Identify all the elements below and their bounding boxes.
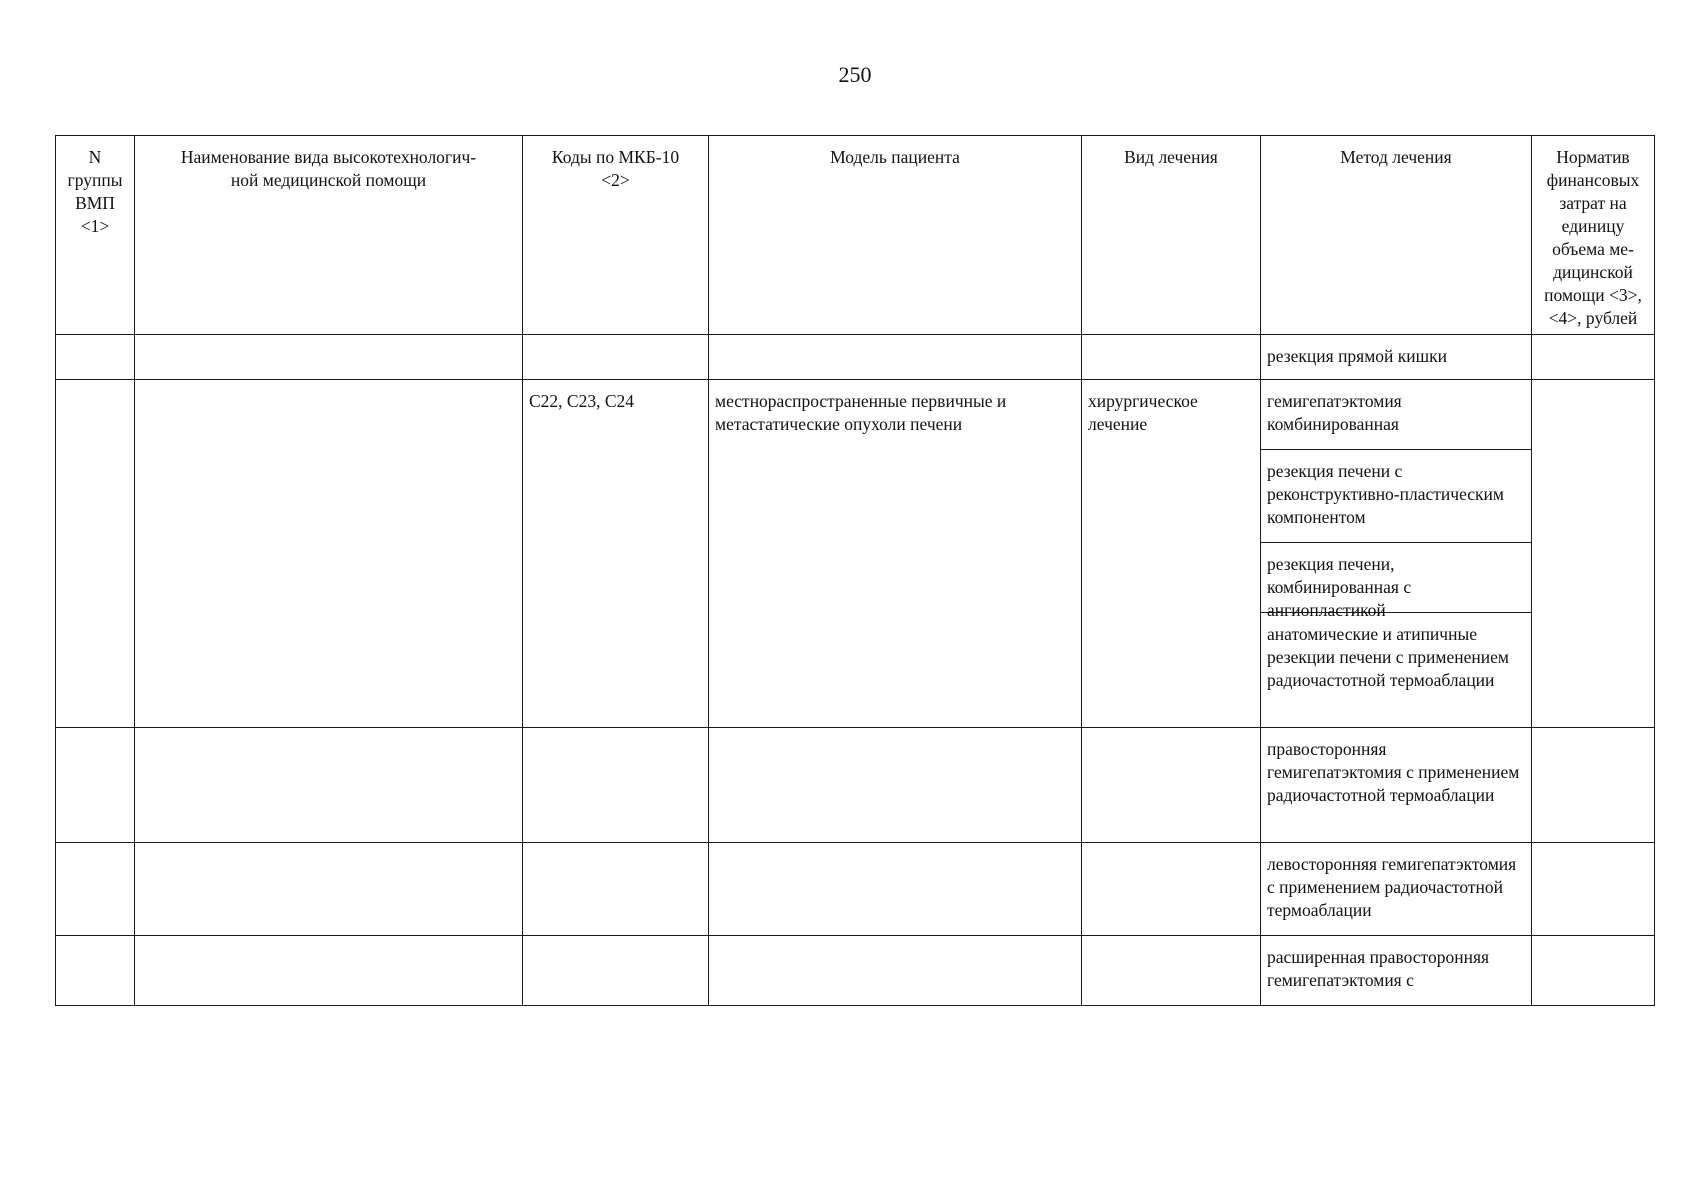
- header-treatment-method: Метод лечения: [1261, 136, 1532, 335]
- method-item: правосторонняя гемигепатэктомия с применением радиочастотной термоаблации: [1267, 739, 1520, 805]
- cell-cost-norm: [1532, 728, 1655, 843]
- cell-icd10-codes: [523, 843, 709, 936]
- cell-treatment-type: [1082, 843, 1261, 936]
- cell-care-type-name: [135, 843, 523, 936]
- method-item: резекция печени, комбинированная с ангиопластикой: [1261, 543, 1531, 613]
- method-item: расширенная правосторонняя гемигепатэктомия с: [1267, 947, 1490, 990]
- cell-icd10-codes: C22, C23, C24: [523, 380, 709, 728]
- cell-treatment-method: [1261, 936, 1532, 1006]
- vmp-table: [55, 135, 1655, 1006]
- cell-care-type-name: [135, 335, 523, 380]
- method-item: гемигепатэктомия комбинированная: [1261, 380, 1531, 450]
- method-item: резекция прямой кишки: [1267, 346, 1448, 366]
- cell-patient-model: [709, 843, 1082, 936]
- method-item: левосторонняя гемигепатэктомия с применением радиочастотной термоаблации: [1267, 854, 1517, 920]
- table-header-row: [56, 136, 1655, 335]
- header-icd10-codes: Коды по МКБ-10 <2>: [523, 136, 709, 335]
- cell-group-number: [56, 335, 135, 380]
- cell-treatment-type: хирургическое лечение: [1082, 380, 1261, 728]
- cell-patient-model: [709, 335, 1082, 380]
- cell-treatment-type: [1082, 936, 1261, 1006]
- cell-treatment-method: [1261, 843, 1532, 936]
- cell-cost-norm: [1532, 843, 1655, 936]
- cell-icd10-codes: [523, 335, 709, 380]
- header-treatment-type: Вид лечения: [1082, 136, 1261, 335]
- cell-patient-model: местнораспространенные первичные и метастатические опухоли печени: [709, 380, 1082, 728]
- header-patient-model: Модель пациента: [709, 136, 1082, 335]
- cell-group-number: [56, 380, 135, 728]
- cell-group-number: [56, 936, 135, 1006]
- table-row: [56, 936, 1655, 1006]
- table-row: [56, 380, 1655, 728]
- table-row: [56, 843, 1655, 936]
- header-group-number: N группы ВМП <1>: [56, 136, 135, 335]
- table-row: [56, 728, 1655, 843]
- header-cost-norm: Норматив финансовых затрат на единицу объема ме- дицинской помощи <3>, <4>, рублей: [1532, 136, 1655, 335]
- cell-group-number: [56, 728, 135, 843]
- cell-treatment-method: [1261, 380, 1532, 728]
- cell-icd10-codes: [523, 728, 709, 843]
- cell-treatment-method: [1261, 335, 1532, 380]
- cell-care-type-name: [135, 380, 523, 728]
- cell-cost-norm: [1532, 380, 1655, 728]
- table-row: [56, 335, 1655, 380]
- cell-treatment-type: [1082, 728, 1261, 843]
- cell-cost-norm: [1532, 936, 1655, 1006]
- cell-treatment-type: [1082, 335, 1261, 380]
- cell-patient-model: [709, 936, 1082, 1006]
- cell-care-type-name: [135, 728, 523, 843]
- cell-patient-model: [709, 728, 1082, 843]
- header-care-type-name: Наименование вида высокотехнологич- ной медицинской помощи: [135, 136, 523, 335]
- cell-care-type-name: [135, 936, 523, 1006]
- cell-group-number: [56, 843, 135, 936]
- method-item: резекция печени с реконструктивно-пластическим компонентом: [1261, 450, 1531, 543]
- cell-icd10-codes: [523, 936, 709, 1006]
- cell-treatment-method: [1261, 728, 1532, 843]
- page-number: 250: [838, 62, 872, 87]
- cell-cost-norm: [1532, 335, 1655, 380]
- method-item: анатомические и атипичные резекции печени с применением радиочастотной термоаблации: [1267, 624, 1509, 690]
